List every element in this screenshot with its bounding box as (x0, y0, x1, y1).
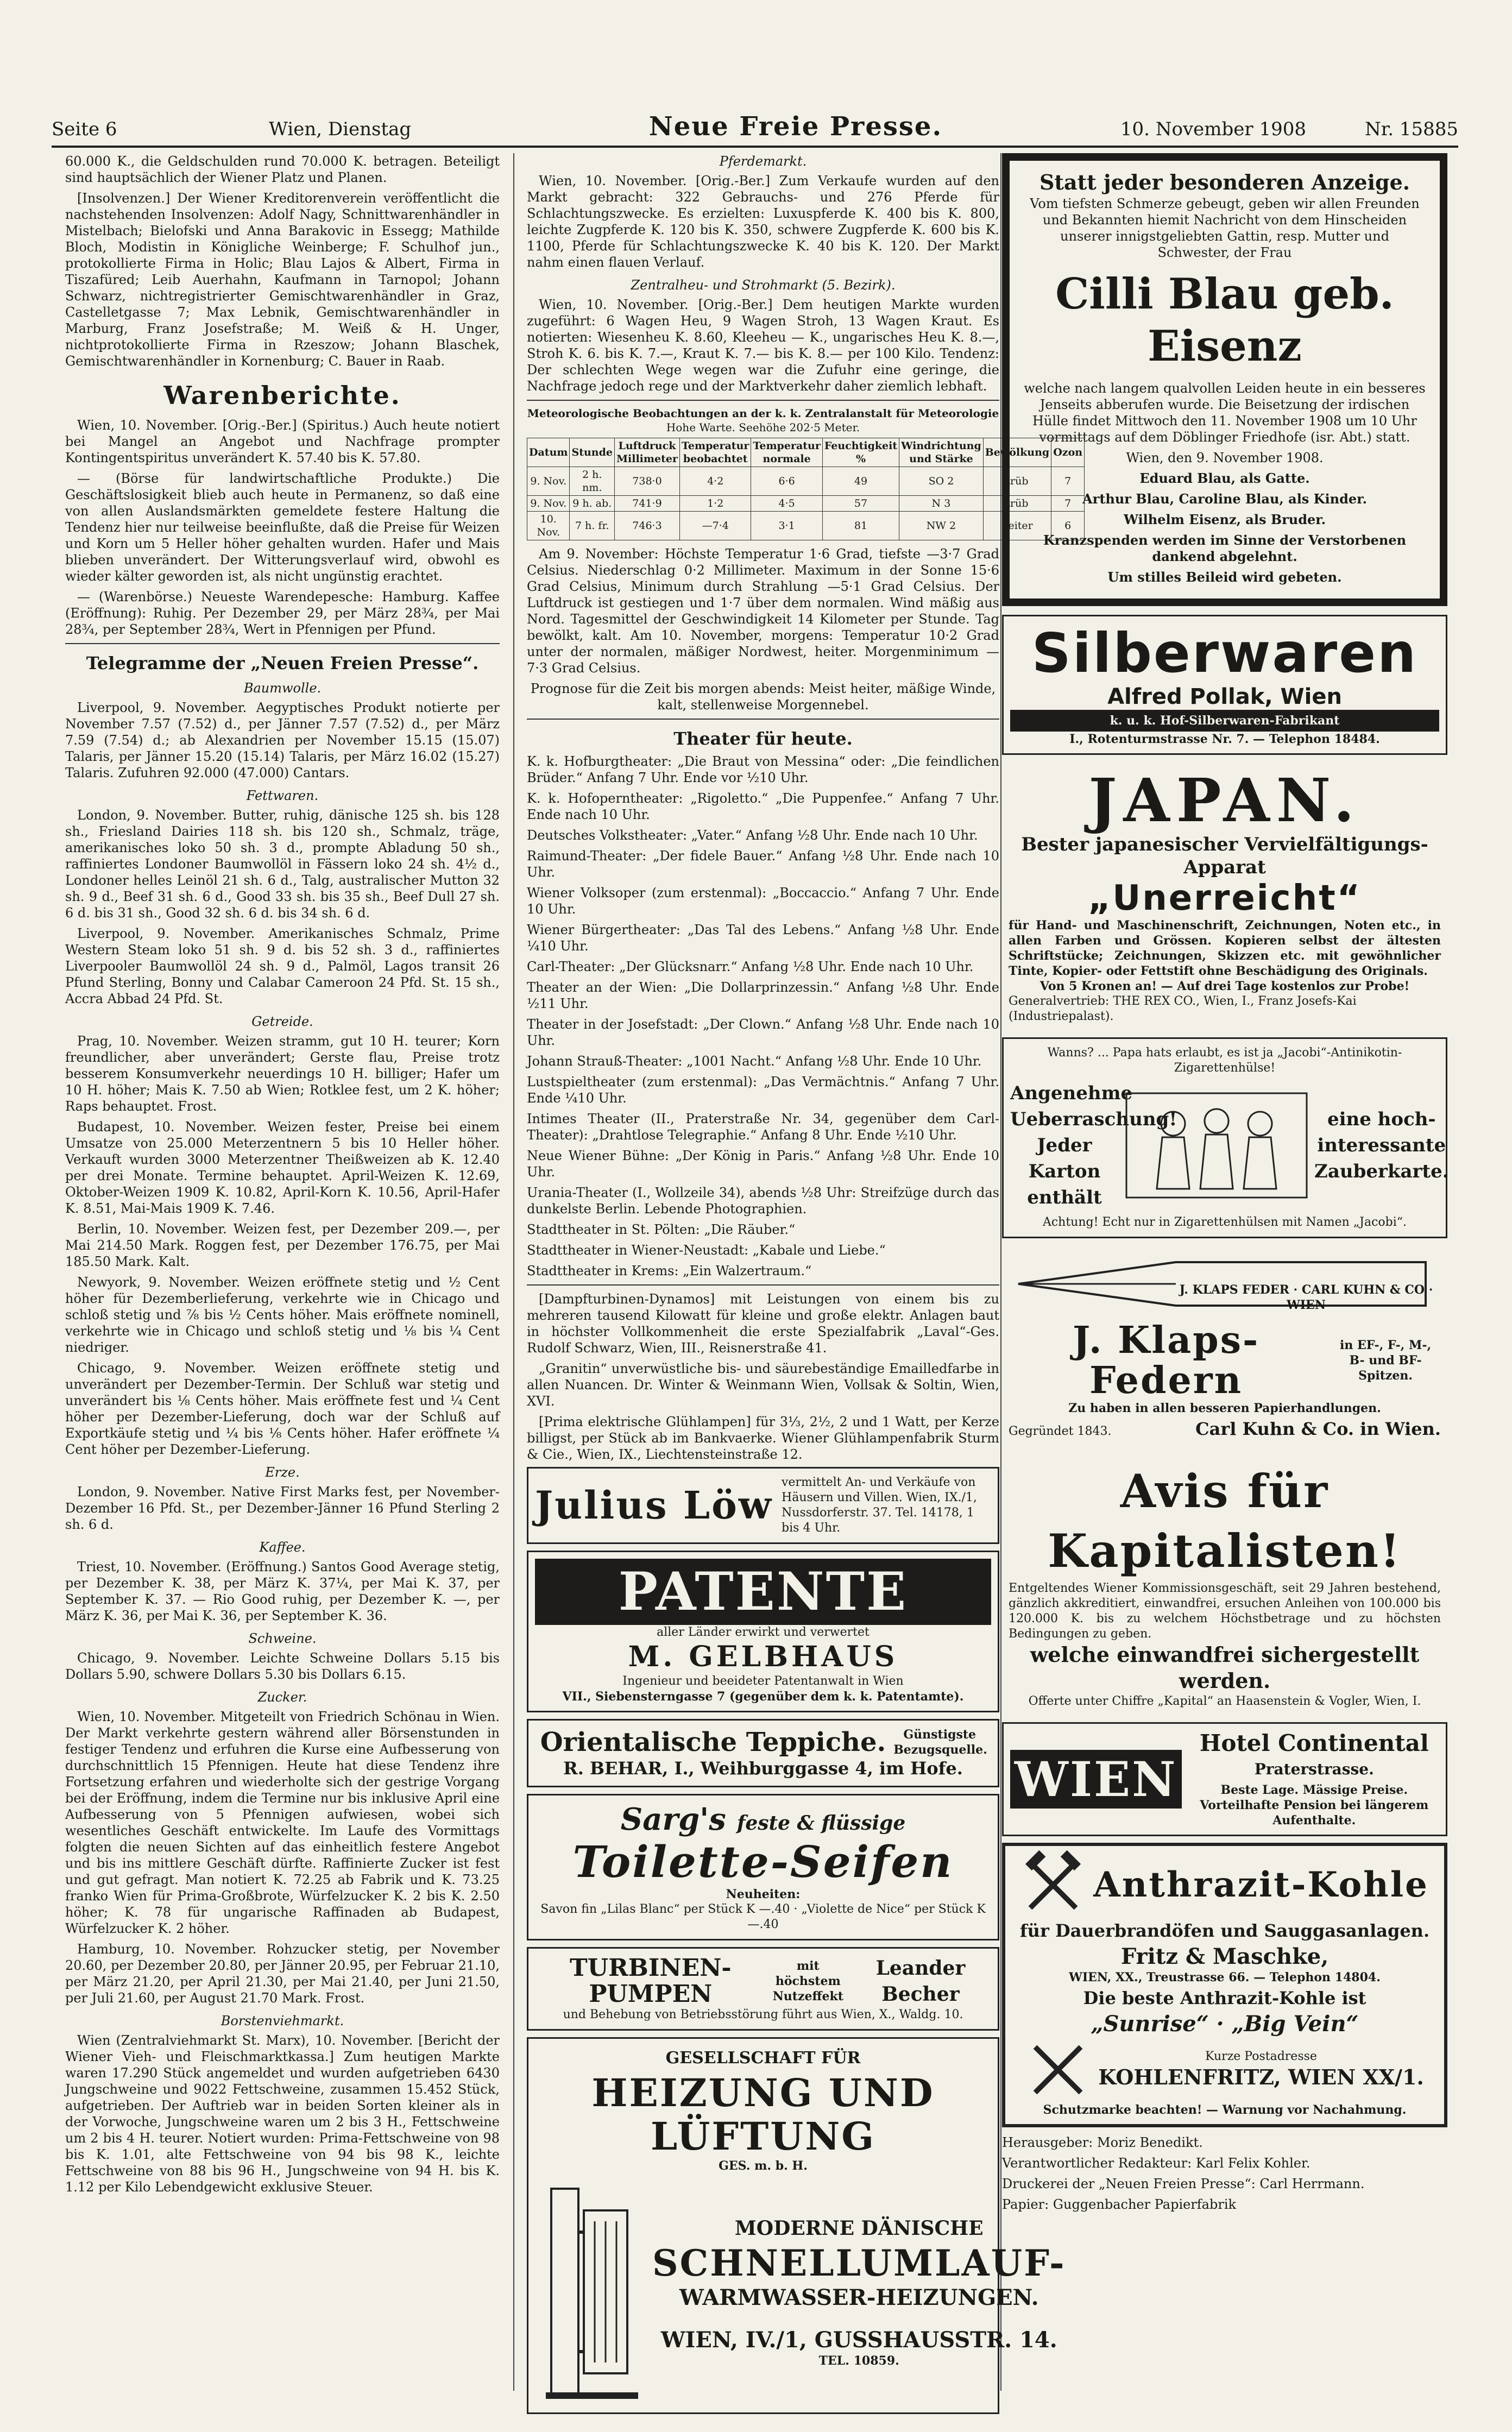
weather-column-header: Ozon (1051, 438, 1085, 467)
ad-text: Angenehme Ueberraschung! Jeder Karton enthält (1010, 1082, 1177, 1208)
weather-cell: 57 (822, 496, 899, 512)
paragraph: Wien, 10. November. Mitgeteilt von Friedrich Schönau in Wien. Der Markt verkehrte gestern während aller Börsenstunden in festiger Tendenz und erfuhren die Kurse eine Aufbesserung von durchschnittlich 15 Pfennigen. Heute hat diese Tendenz ihre Fortsetzung erfahren und wiederholte sich der gestrige Vorgang bei der Eröffnung, indem die Termine nur bis inklusive April eine Aufbesserung von 5 Pfennigen aufwiesen, wobei sich wesentliches Geschäft entwickelte. Im Laufe des Vormittags folgten die neuen Sichten auf das einheitlich festere Angebot und bis ins mittlere Geschäft dürfte. Raffinierte Zucker ist fest und gut gefragt. Man notiert K. 72.25 ab Fabrik und K. 73.25 franko Wien für Prima-Großbrote, Würfelzucker K. 2 bis K. 2.50 höher; K. 78 für ungarische Raffinaden ab Budapest, Würfelzucker K. 2 höher. (65, 1709, 500, 1936)
paragraph: Berlin, 10. November. Weizen fest, per Dezember 209.—, per Mai 214.50 Mark. Roggen fest, per Dezember 176.75, per Mai 185.50 Mark. Kalt. (65, 1221, 500, 1269)
ad-text: mit höchstem Nutzeffekt (772, 1959, 843, 2003)
paragraph: Wien, 10. November. [Orig.-Ber.] (Spiritus.) Auch heute notiert bei Mangel an Angebot und Nachfrage prompter Kontingentspiritus unverändert K. 57.40 bis K. 57.80. (65, 418, 500, 465)
ad-name: Carl Kuhn & Co. in Wien. (1195, 1419, 1441, 1439)
weather-column-header: Bewölkung (983, 438, 1051, 467)
theater-listing: Neue Wiener Bühne: „Der König in Paris.“ Anfang ½8 Uhr. Ende 10 Uhr. (527, 1148, 999, 1180)
imprint (1002, 2134, 1447, 2213)
ad-text: Bester japanesischer Vervielfältigungs-Apparat (1021, 834, 1428, 878)
column-right (1002, 153, 1447, 2391)
weather-cell: trüb (983, 467, 1051, 496)
weather-column-header: Temperatur normale (751, 438, 822, 467)
ad-jacobi (1002, 1037, 1447, 1238)
ad-text: in EF-, F-, M-, B- und BF-Spitzen. (1340, 1338, 1432, 1383)
small-ads (527, 1291, 999, 1463)
ad-title: SCHNELLUMLAUF- (652, 2242, 1066, 2284)
paragraph-insolvenzen: [Insolvenzen.] Der Wiener Kreditorenverein veröffentlicht die nachstehenden Insolvenzen: Adolf Nagy, Schnittwarenhändler in Mistelbach; Bielofski und Anna Barakovic in Essegg; Mathilde Bloch, Modistin in Königliche Weinberge; F. Schulhof jun., protokollierte Firma in Holic; Blau Lajos & Albert, Firma in Tiszafüred; Leib Auerhahn, Kaufmann in Tarnopol; Johann Schwarz, nichtregistrierter Gemischtwarenhändler in Graz, Castelletgasse 7; Max Lebnik, Gemischtwarenhändler in Marburg, Franz Josefstraße; M. Weiß & H. Unger, nichtprotokollierte Firma in Rzeszow; Johann Blaschek, Gemischtwarenhändler in Kornenburg; C. Bauer in Raab. (65, 191, 500, 369)
ad-text: Die beste Anthrazit-Kohle ist (1083, 1988, 1366, 2008)
crossed-hammers-icon (1020, 1853, 1086, 1918)
ad-brand: Sarg's (620, 1801, 726, 1837)
ad-title: Silberwaren (1031, 621, 1418, 685)
paragraph: Hamburg, 10. November. Rohzucker stetig, per November 20.60, per Dezember 20.80, per Jänner 20.95, per Februar 21.10, per März 21.20, per April 21.30, per Mai 21.40, per Juni 21.50, per Juli 21.60, per August 21.70 Mark. Frost. (65, 1942, 500, 2006)
divider (527, 719, 999, 720)
imprint-line: Druckerei der „Neuen Freien Presse“: Carl Herrmann. (1002, 2176, 1365, 2191)
ad-address: R. BEHAR, I., Weihburggasse 4, im Hofe. (563, 1758, 963, 1779)
header-rule (52, 146, 1458, 148)
obituary-heading: Statt jeder besonderen Anzeige. (1039, 170, 1410, 194)
paragraph: Liverpool, 9. November. Amerikanisches Schmalz, Prime Western Steam loko 51 sh. 9 d. bis 52 sh. 3 d., raffiniertes Liverpooler Baumwollöl 24 sh. 9 d., Palmöl, Lagos transit 26 Pfund Sterling, Bonny und Calabar Cameroon 24 Pfd. St. 15 sh., Accra Abbad 24 Pfd. St. (65, 926, 500, 1006)
paragraph: Triest, 10. November. (Eröffnung.) Santos Good Average stetig, per Dezember K. 38, per März K. 37¼, per Mai K. 37, per September K. 37. — Rio Good ruhig, per Dezember K. —, per März K. 36, per Mai K. 36, per September K. 36. (65, 1559, 500, 1623)
theater-listing: Urania-Theater (I., Wollzeile 34), abends ½8 Uhr: Streifzüge durch das dunkelste Berlin. Lebende Photographien. (527, 1185, 999, 1217)
ad-heizung (527, 2037, 1066, 2414)
ad-name: Alfred Pollak, Wien (1107, 684, 1342, 709)
paragraph: Um stilles Beileid wird gebeten. (1107, 569, 1342, 585)
divider (527, 1284, 999, 1286)
weather-cell: 738·0 (614, 467, 679, 496)
theater-listing: Wiener Volksoper (zum erstenmal): „Boccaccio.“ Anfang 7 Uhr. Ende 10 Uhr. (527, 885, 999, 917)
ad-text: aller Länder erwirkt und verwertet (657, 1625, 870, 1639)
paragraph: London, 9. November. Native First Marks fest, per November-Dezember 16 Pfd. St., per Dezember-Jänner 16 Pfund Sterling 2 sh. 6 d. (65, 1484, 500, 1532)
ad-text: Neuheiten: (726, 1887, 801, 1901)
masthead (52, 111, 1458, 144)
weather-cell: 10. Nov. (527, 512, 570, 540)
weather-cell: 9. Nov. (527, 467, 570, 496)
page-number: Seite 6 (52, 118, 117, 140)
subhead: Getreide. (251, 1014, 313, 1029)
ad-title: WIEN (1010, 1750, 1182, 1809)
ad-address: KOHLENFRITZ, WIEN XX/1. (1098, 2065, 1424, 2089)
weather-cell: 746·3 (614, 512, 679, 540)
ad-text: Beste Lage. Mässige Preise. Vorteilhafte Pension bei längerem Aufenthalte. (1200, 1783, 1429, 1828)
subhead: Borstenviehmarkt. (220, 2013, 344, 2028)
ad-text: WARMWASSER-HEIZUNGEN. (679, 2285, 1039, 2310)
paragraph: Wien (Zentralviehmarkt St. Marx), 10. November. [Bericht der Wiener Vieh- und Fleischmarktkassa.] Zum heutigen Markte waren 17.290 Stück angemeldet und wurden aufgetrieben 6430 Jungschweine und 9022 Fettschweine, zusammen 15.452 Stück, aufgetrieben. Der Auftrieb war in beiden Sorten kleiner als in der Vorwoche, Jungschweine waren um 2 bis 3 H., Fettschweine um 2 bis 4 H. teurer. Notiert wurden: Prima-Fettschweine von 98 bis K. 1.01, alte Fettschweine von 94 bis 98 K., leichte Fettschweine von 88 bis 96 H., Jungschweine von 94 H. bis K. 1.12 per Kilo Lebendgewicht exklusive Steuer. (65, 2033, 500, 2195)
ad-text: Zu haben in allen besseren Papierhandlungen. (1068, 1401, 1381, 1415)
forecast: Prognose für die Zeit bis morgen abends: Meist heiter, mäßige Winde, kalt, stellenweise Morgennebel. (530, 681, 996, 713)
paragraph: Chicago, 9. November. Leichte Schweine Dollars 5.15 bis Dollars 5.90, schwere Dollars 5.30 bis Dollars 6.15. (65, 1650, 500, 1682)
ad-text: Schutzmarke beachten! — Warnung vor Nachahmung. (1043, 2103, 1407, 2117)
divider (65, 643, 500, 644)
weather-cell: 6·6 (751, 467, 822, 496)
subhead: Baumwolle. (243, 681, 322, 696)
section-title-warenberichte: Warenberichte. (163, 381, 401, 410)
ad-text: GESELLSCHAFT FÜR (665, 2049, 861, 2068)
ad-text: feste & flüssige (736, 1812, 906, 1835)
ad-text: Günstigste Bezugsquelle. (893, 1728, 987, 1757)
ad-text: Savon fin „Lilas Blanc“ per Stück K —.40 · „Violette de Nice“ per Stück K —.40 (540, 1902, 986, 1931)
weather-cell: 4·5 (751, 496, 822, 512)
ad-text: Wanns? ... Papa hats erlaubt, es ist ja „Jacobi“-Antinikotin-Zigarettenhülse! (1047, 1046, 1402, 1075)
theater-listing: Stadttheater in Wiener-Neustadt: „Kabale und Liebe.“ (527, 1243, 886, 1258)
weather-cell: SO 2 (899, 467, 984, 496)
theater-list (527, 753, 999, 1279)
weather-table (527, 438, 1085, 540)
ad-title: Avis für Kapitalisten! (1048, 1464, 1402, 1578)
ad-sarg-seifen (527, 1794, 999, 1940)
ad-anthrazit-kohle (1002, 1843, 1447, 2127)
paragraph: Wien, 10. November. [Orig.-Ber.] Dem heutigen Markte wurden zugeführt: 6 Wagen Heu, 9 Wagen Stroh, 13 Wagen Kraut. Es notierten: Wiesenheu K. 8.60, Kleeheu — K., ungarisches Heu K. 8.—, Stroh K. 6. bis K. 7.—, Kraut K. 7.— bis K. 8.— per 100 Kilo. Tendenz: Der schlechten Wege wegen war die Zufuhr eine geringe, die Nachfrage jedoch rege und der Marktverkehr daher ziemlich lebhaft. (527, 297, 999, 394)
subhead: Pferdemarkt. (719, 154, 807, 169)
ad-title: PATENTE (535, 1559, 991, 1625)
ad-subtitle: „Unerreicht“ (1088, 878, 1362, 918)
ad-text: Von 5 Kronen an! — Auf drei Tage kostenlos zur Probe! (1040, 979, 1410, 993)
weather-column-header: Luftdruck Millimeter (614, 438, 679, 467)
obituary-signature: Wilhelm Eisenz, als Bruder. (1123, 512, 1326, 527)
ad-text: Generalvertrieb: THE REX CO., Wien, I., Franz Josefs-Kai (Industriepalast). (1009, 994, 1357, 1023)
obituary-date: Wien, den 9. November 1908. (1126, 450, 1324, 465)
paragraph: Chicago, 9. November. Weizen eröffnete stetig und unverändert per Dezember-Termin. Der Schluß war stetig und unverändert bis ⅛ Cents höher. Mais eröffnete fest und ¼ Cent höher per Dezember-Lieferung, doch war der Schluß auf Exportkäufe stetig und ¼ bis ⅛ Cents höher. Hafer eröffnete ¼ Cent höher per Dezember-Lieferung. (65, 1360, 500, 1457)
ad-text: VII., Siebensterngasse 7 (gegenüber dem k. k. Patentamte). (562, 1690, 964, 1704)
ad-text: Gegründet 1843. (1009, 1425, 1112, 1438)
weather-cell: 81 (822, 512, 899, 540)
theater-listing: K. k. Hofburgtheater: „Die Braut von Messina“ oder: „Die feindlichen Brüder.“ Anfang 7 Uhr. Ende vor ½10 Uhr. (527, 754, 999, 785)
column-divider (513, 153, 514, 2391)
ad-address: WIEN, XX., Treustrasse 66. — Telephon 14804. (1069, 1970, 1381, 1984)
paragraph: Liverpool, 9. November. Aegyptisches Produkt notierte per November 7.57 (7.52) d., per Jänner 7.57 (7.52) d., per März 7.59 (7.54) d.; ab Alexandrien per November 15.15 (15.07) Talaris, per Jänner 15.20 (15.14) Talaris, per März 16.02 (15.27) Talaris. Zufuhren 92.000 (47.000) Cantars. (65, 700, 500, 780)
weather-cell: 9. Nov. (527, 496, 570, 512)
ad-title: Julius Löw (535, 1483, 773, 1528)
ad-brands: „Sunrise“ · „Big Vein“ (1091, 2011, 1359, 2037)
small-ad: „Granitin“ unverwüstliche bis- und säurebeständige Emailledfarbe in allen Nuancen. Dr. Winter & Weinmann Wien, Vollsak & Soltin, Wien, XVI. (527, 1361, 999, 1409)
theater-listing: K. k. Hofoperntheater: „Rigoletto.“ „Die Puppenfee.“ Anfang 7 Uhr. Ende nach 10 Uhr. (527, 791, 999, 822)
weather-cell: 7 h. fr. (570, 512, 615, 540)
ad-address: I., Rotenturmstrasse Nr. 7. — Telephon 18484. (1069, 732, 1380, 746)
weather-column-header: Datum (527, 438, 570, 467)
ad-text: Ingenieur und beeideter Patentanwalt in Wien (622, 1674, 904, 1688)
obituary-notice (1002, 153, 1447, 606)
weather-cell: 3·1 (751, 512, 822, 540)
weather-cell: NW 2 (899, 512, 984, 540)
weather-cell: 9 h. ab. (570, 496, 615, 512)
paragraph: Am 9. November: Höchste Temperatur 1·6 Grad, tiefste —3·7 Grad Celsius. Niederschlag 0·2 Millimeter. Maximum in der Sonne 15·6 Grad Celsius, Minimum durch Strahlung —5·1 Grad Celsius. Der Luftdruck ist gestiegen und 1·7 über dem normalen. Wind mäßig aus Nord. Tagesmittel der Geschwindigkeit 14 Kilometer per Stunde. Tag bewölkt, kalt. Am 10. November, morgens: Temperatur 10·2 Grad unter der normalen, mäßiger Nordwest, heiter. Morgenminimum — 7·3 Grad Celsius. (527, 546, 999, 676)
weather-row (527, 467, 1085, 496)
section-title-telegramme: Telegramme der „Neuen Freien Presse“. (86, 653, 479, 673)
subhead: Zentralheu- und Strohmarkt (5. Bezirk). (631, 278, 896, 293)
weather-column-header: Feuchtigkeit % (822, 438, 899, 467)
ad-title: J. Klaps-Federn (1072, 1319, 1260, 1402)
column-left (65, 153, 500, 2391)
divider (527, 400, 999, 401)
weather-cell: trüb (983, 496, 1051, 512)
ad-title: Toilette-Seifen (572, 1836, 954, 1887)
weather-row (527, 512, 1085, 540)
ad-text: J. KLAPS FEDER · CARL KUHN & CO · WIEN (1179, 1283, 1433, 1312)
weather-cell: N 3 (899, 496, 984, 512)
imprint-line: Herausgeber: Moriz Benedikt. (1002, 2135, 1203, 2150)
ad-patente (527, 1551, 999, 1712)
subhead: Zucker. (257, 1690, 307, 1705)
paragraph: Newyork, 9. November. Weizen eröffnete stetig und ½ Cent höher für Dezemberlieferung, verkehrte wie in Chicago und schloß stetig und ⅞ bis ½ Cents höher. Mais eröffnete nominell, verkehrte wie in Chicago und schloß stetig und ⅛ bis ¼ Cent niedriger. (65, 1275, 500, 1355)
ad-name: Fritz & Maschke, (1120, 1944, 1329, 1969)
ad-klaps-federn (1002, 1245, 1447, 1448)
theater-listing: Theater an der Wien: „Die Dollarprinzessin.“ Anfang ½8 Uhr. Ende ½11 Uhr. (527, 980, 999, 1011)
ad-text: Offerte unter Chiffre „Kapital“ an Haasenstein & Vogler, Wien, I. (1028, 1694, 1421, 1708)
paragraph: — (Börse für landwirtschaftliche Produkte.) Die Geschäftslosigkeit blieb auch heute in Permanenz, so daß eine von allen Auslandsmärkten gemeldete festere Haltung die Tendenz hier nur teilweise beeinflußte, daß die Preise für Weizen und Korn um 5 Heller höher gehalten wurden. Hafer und Mais blieben unverändert. Der Witterungsverlauf wird, obwohl es wieder kälter geworden ist, als nicht ungünstig erachtet. (65, 471, 500, 584)
theater-listing: Raimund-Theater: „Der fidele Bauer.“ Anfang ½8 Uhr. Ende nach 10 Uhr. (527, 848, 999, 880)
ad-address: Praterstrasse. (1254, 1760, 1374, 1778)
ad-text: Entgeltendes Wiener Kommissionsgeschäft, seit 29 Jahren bestehend, gänzlich akkreditiert, einwandfrei, ersuchen Anleihen von 100.000 bis 120.000 K. bis zu welchem Höchstbetrage und zu höchsten Bedingungen zu geben. (1009, 1582, 1441, 1641)
theater-listing: Intimes Theater (II., Praterstraße Nr. 34, gegenüber dem Carl-Theater): „Drahtlose Telegraphie.“ Anfang 8 Uhr. Ende ½10 Uhr. (527, 1111, 999, 1143)
section-title-theater: Theater für heute. (673, 728, 853, 749)
theater-listing: Johann Strauß-Theater: „1001 Nacht.“ Anfang ½8 Uhr. Ende 10 Uhr. (527, 1054, 982, 1069)
ad-text: eine hoch-interessante Zauberkarte. (1314, 1108, 1449, 1182)
newspaper-title: Neue Freie Presse. (648, 111, 943, 142)
theater-listing: Lustspieltheater (zum erstenmal): „Das Vermächtnis.“ Anfang 7 Uhr. Ende ¼10 Uhr. (527, 1074, 999, 1106)
issue-date: 10. November 1908 (1120, 118, 1306, 140)
ad-text: MODERNE DÄNISCHE (734, 2217, 984, 2240)
ad-name: Hotel Continental (1199, 1730, 1429, 1756)
ad-name: Leander Becher (875, 1957, 966, 2006)
ad-text: Achtung! Echt nur in Zigarettenhülsen mit Namen „Jacobi“. (1042, 1215, 1407, 1229)
ad-text: und Behebung von Betriebsstörung führt aus Wien, X., Waldg. 10. (563, 2008, 963, 2021)
issue-number: Nr. 15885 (1364, 118, 1458, 140)
ad-subtitle: welche einwandfrei sichergestellt werden. (1030, 1642, 1420, 1693)
weather-cell: —7·4 (679, 512, 751, 540)
obituary-signature: Eduard Blau, als Gatte. (1139, 470, 1310, 486)
crossed-hammers-icon (1025, 2037, 1091, 2102)
ad-text: vermittelt An- und Verkäufe von Häusern und Villen. Wien, IX./1, Nussdorferstr. 37. Tel. 14178, 1 bis 4 Uhr. (782, 1476, 977, 1535)
paragraph: welche nach langem qualvollen Leiden heute in ein besseres Jenseits abberufen wurde. Die Beisetzung der irdischen Hülle findet Mittwoch den 11. November 1908 um 10 Uhr vormittags auf dem Döblinger Friedhofe (isr. Abt.) statt. (1024, 381, 1426, 445)
weather-row (527, 496, 1085, 512)
obituary-name: Cilli Blau geb. Eisenz (1055, 269, 1394, 371)
paragraph: 60.000 K., die Geldschulden rund 70.000 K. betragen. Beteiligt sind hauptsächlich der Wiener Platz und Planen. (65, 154, 500, 185)
theater-listing: Stadttheater in St. Pölten: „Die Räuber.“ (527, 1222, 796, 1237)
subhead: Erze. (265, 1465, 300, 1480)
paragraph: Budapest, 10. November. Weizen fester, Preise bei einem Umsatze von 25.000 Meterzentnern 5 bis 10 Heller höher. Verkauft wurden 3000 Meterzentner Theißweizen ab K. 12.40 per drei Monate. Termine behauptet. April-Weizen K. 12.69, Oktober-Weizen 1909 K. 10.82, April-Korn K. 10.56, April-Hafer K. 8.51, Mai-Mais 1909 K. 7.46. (65, 1119, 500, 1216)
paragraph: Wien, 10. November. [Orig.-Ber.] Zum Verkaufe wurden auf den Markt gebracht: 322 Gebrauchs- und 276 Pferde für Schlachtungszwecke. Es erzielten: Luxuspferde K. 400 bis K. 800, leichte Zugpferde K. 120 bis K. 350, schwere Zugpferde K. 600 bis K. 1100, Pferde für Schlachtungszwecke K. 40 bis K. 120. Der Markt nahm einen flauen Verlauf. (527, 173, 999, 270)
ad-title: TURBINEN-PUMPEN (570, 1954, 732, 2008)
ad-julius-loew (527, 1467, 999, 1544)
ad-title: Orientalische Teppiche. (540, 1727, 886, 1757)
weather-cell: 7 (1051, 496, 1085, 512)
paragraph: Vom tiefsten Schmerze gebeugt, geben wir allen Freunden und Bekannten hiemit Nachricht von dem Hinscheiden unserer innigstgeliebten Gattin, resp. Mutter und Schwester, der Frau (1030, 196, 1420, 260)
subhead: Fettwaren. (246, 788, 319, 803)
subhead: Schweine. (248, 1631, 317, 1646)
ad-turbinen (527, 1947, 999, 2031)
theater-listing: Theater in der Josefstadt: „Der Clown.“ Anfang ½8 Uhr. Ende nach 10 Uhr. (527, 1017, 999, 1048)
subhead: Kaffee. (259, 1540, 306, 1555)
issue-place: Wien, Dienstag (269, 118, 412, 140)
ad-title: HEIZUNG UND LÜFTUNG (591, 2070, 935, 2159)
ad-kapitalisten (1002, 1455, 1447, 1716)
imprint-line: Papier: Guggenbacher Papierfabrik (1002, 2197, 1237, 2212)
paragraph: — (Warenbörse.) Neueste Warendepesche: Hamburg. Kaffee (Eröffnung): Ruhig. Per Dezember 29, per März 28¾, per Mai 28¾, per September 28¾, Wert in Pfennigen per Pfund. (65, 589, 500, 637)
weather-column-header: Windrichtung und Stärke (899, 438, 984, 467)
ad-text: für Dauerbrandöfen und Sauggasanlagen. (1019, 1920, 1430, 1941)
weather-cell: 1·2 (679, 496, 751, 512)
children-illustration-icon (1124, 1091, 1309, 1200)
paragraph: Kranzspenden werden im Sinne der Verstorbenen dankend abgelehnt. (1043, 532, 1407, 564)
weather-cell: 741·9 (614, 496, 679, 512)
radiator-illustration-icon (535, 2178, 644, 2406)
theater-listing: Carl-Theater: „Der Glücksnarr.“ Anfang ½8 Uhr. Ende nach 10 Uhr. (527, 959, 974, 974)
paragraph: London, 9. November. Butter, ruhig, dänische 125 sh. bis 128 sh., Friesland Dairies 118 sh. bis 120 sh., Schmalz, träge, amerikanisches loko 50 sh. 3 d., prompte Abladung 50 sh., raffiniertes Londoner Baumwollöl in Fässern loko 24 sh. 4½ d., Londoner helles Leinöl 21 sh. 6 d., Talg, australischer Mutton 32 sh. 9 d., Beef 31 sh. 6 d., Good 33 sh. bis 35 sh., Beef Dull 27 sh. 6 d. bis 31 sh., Good 32 sh. 6 d. bis 34 sh. 6 d. (65, 808, 500, 921)
weather-cell: 7 (1051, 467, 1085, 496)
weather-cell: 49 (822, 467, 899, 496)
theater-listing: Deutsches Volkstheater: „Vater.“ Anfang ½8 Uhr. Ende nach 10 Uhr. (527, 828, 978, 843)
ad-text: für Hand- und Maschinenschrift, Zeichnungen, Noten etc., in allen Farben und Grössen. Kopieren selbst der ältesten Schriftstücke; Zeichnungen, Skizzen etc. mit gewöhnlicher Tinte, Kopier- oder Fettstift ohne Beschädigung des Originals. (1009, 918, 1441, 978)
weather-title: Meteorologische Beobachtungen an der k. k. Zentralanstalt für Meteorologie (527, 407, 999, 420)
ad-text: GES. m. b. H. (719, 2159, 808, 2173)
ad-address: WIEN, IV./1, GUSSHAUSSTR. 14. (660, 2327, 1057, 2353)
small-ad: [Dampfturbinen-Dynamos] mit Leistungen von einem bis zu mehreren tausend Kilowatt für kleine und große elektr. Anlagen baut in höchster Vollkommenheit die erste Spezialfabrik „Laval“-Ges. Rudolf Schwarz, Wien, III., Reisnerstraße 41. (527, 1291, 999, 1356)
theater-listing: Stadttheater in Krems: „Ein Walzertraum.“ (527, 1263, 812, 1278)
weather-subtitle: Hohe Warte. Seehöhe 202·5 Meter. (666, 421, 860, 434)
ad-text: k. u. k. Hof-Silberwaren-Fabrikant (1010, 710, 1439, 732)
small-ad: [Prima elektrische Glühlampen] für 3⅓, 2½, 2 und 1 Watt, per Kerze billigst, per Stück ab im Bankvaerke. Wiener Glühlampenfabrik Sturm & Cie., Wien, IX., Liechtensteinstraße 12. (527, 1414, 999, 1462)
ad-hotel-continental (1002, 1722, 1447, 1836)
weather-column-header: Stunde (570, 438, 615, 467)
imprint-line: Verantwortlicher Redakteur: Karl Felix Kohler. (1002, 2156, 1311, 2171)
ad-teppiche (527, 1719, 999, 1787)
weather-column-header: Temperatur beobachtet (679, 438, 751, 467)
weather-cell: 2 h. nm. (570, 467, 615, 496)
ad-japan (1002, 761, 1447, 1031)
theater-listing: Wiener Bürgertheater: „Das Tal des Lebens.“ Anfang ½8 Uhr. Ende ¼10 Uhr. (527, 922, 999, 954)
weather-cell: 4·2 (679, 467, 751, 496)
ad-title: JAPAN. (1088, 765, 1361, 835)
ad-silberwaren (1002, 615, 1447, 755)
obituary-signature: Arthur Blau, Caroline Blau, als Kinder. (1082, 491, 1367, 507)
paragraph: Prag, 10. November. Weizen stramm, gut 10 H. teurer; Korn freundlicher, aber unverändert; Gerste flau, Preise trotz besserem Konsumverkehr neuerdings 10 H. billiger; Hafer um 10 H. höher; Mais K. 7.50 ab Wien; Rotklee fest, um 2 K. höher; Raps behauptet. Frost. (65, 1034, 500, 1114)
ad-title: Anthrazit-Kohle (1093, 1864, 1429, 1905)
weather-cell: heiter (983, 512, 1051, 540)
ad-name: M. GELBHAUS (628, 1640, 898, 1673)
ad-text: Kurze Postadresse (1205, 2050, 1317, 2063)
ad-text: TEL. 10859. (818, 2354, 899, 2368)
weather-cell: 6 (1051, 512, 1085, 540)
